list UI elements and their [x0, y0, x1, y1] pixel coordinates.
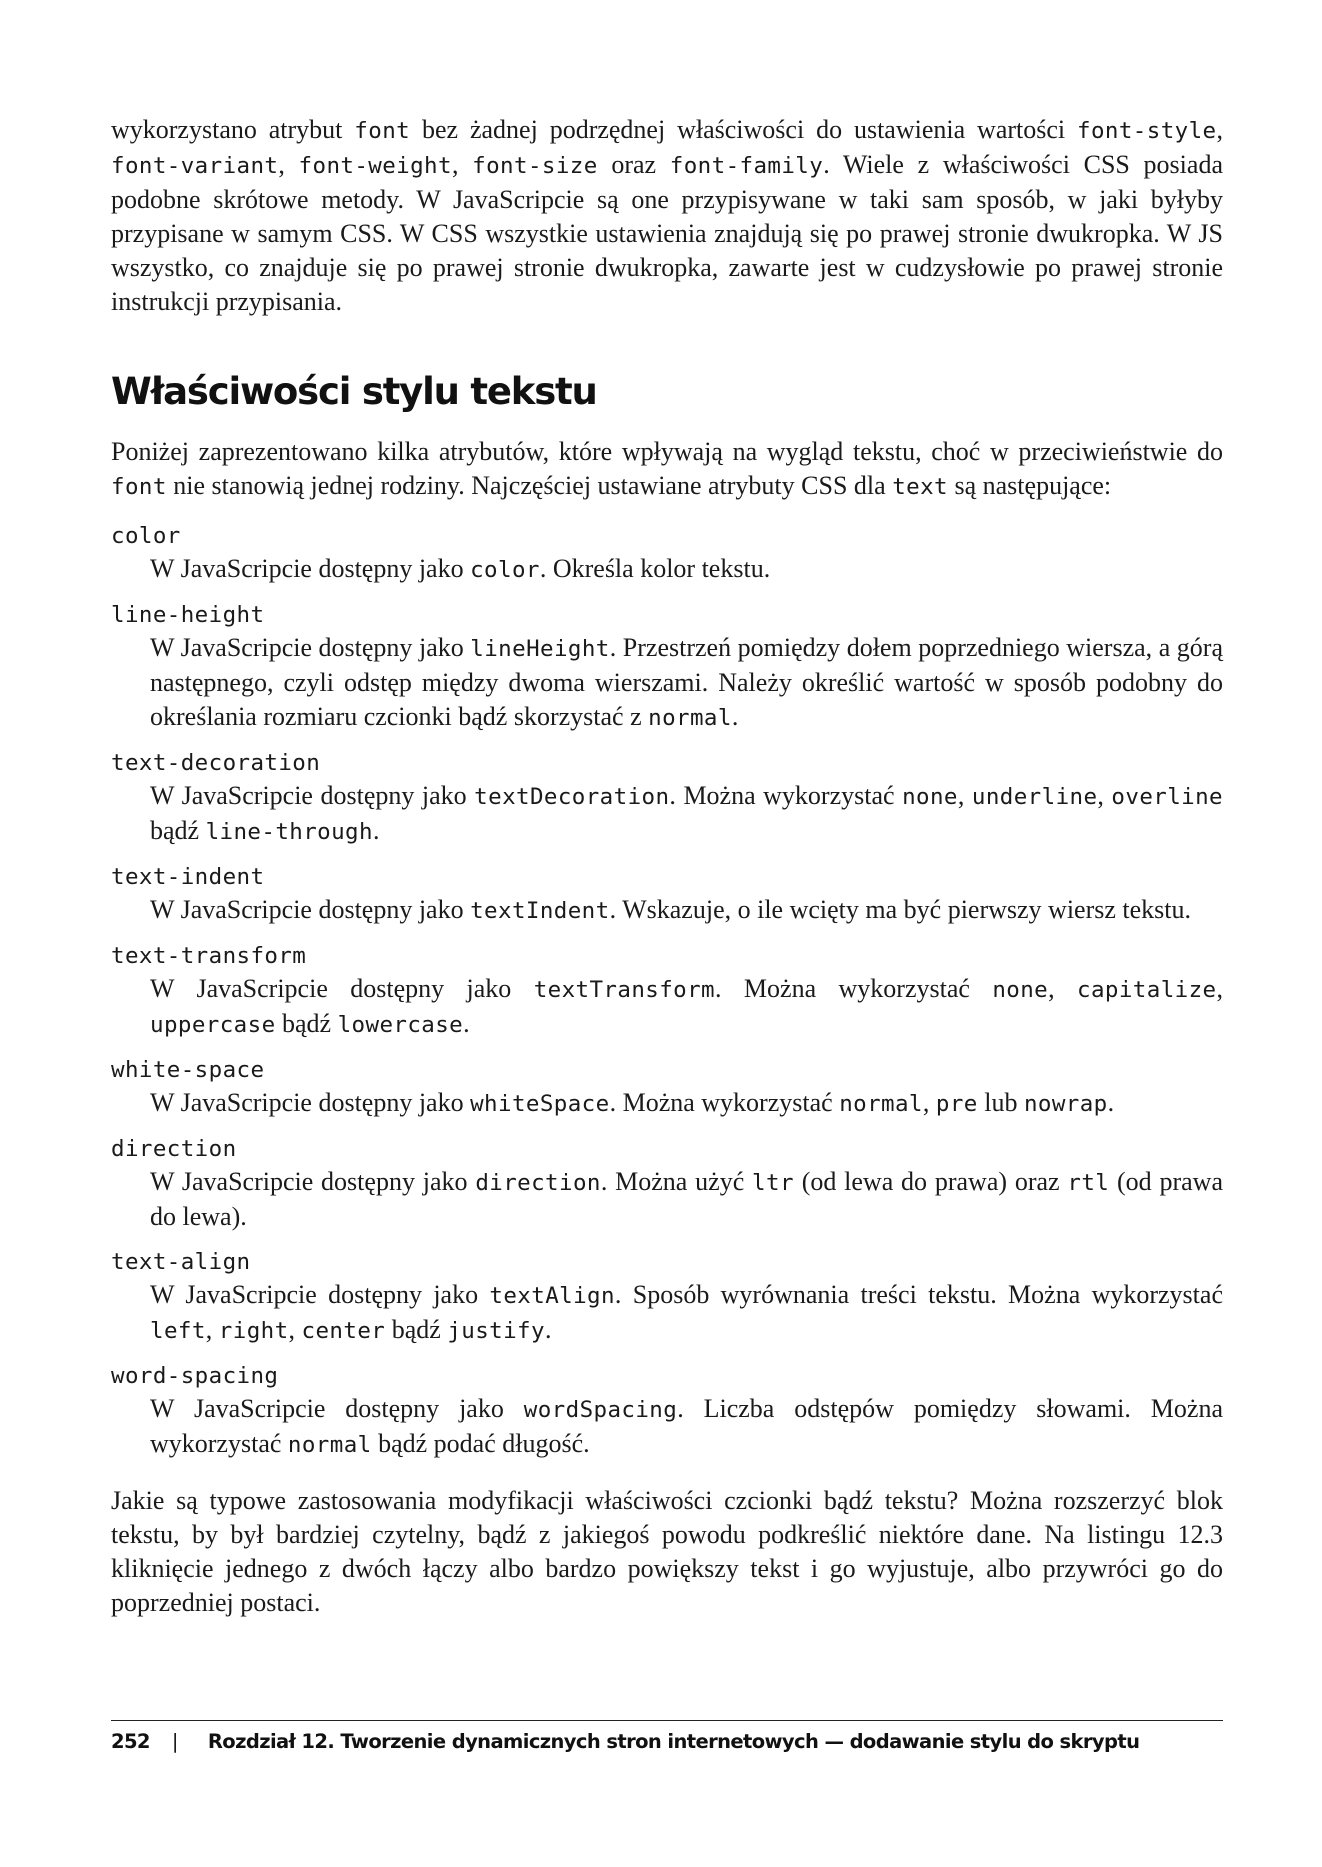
property-description [111, 779, 1223, 849]
text-run: , [278, 150, 299, 179]
text-run: nie stanowią jednej rodziny. Najczęściej ustawiane atrybuty CSS dla [166, 471, 893, 500]
text-run: , [205, 1315, 219, 1344]
text-run: . Można wykorzystać [669, 781, 903, 810]
code-snippet: nowrap [1023, 1091, 1108, 1117]
text-run: . [544, 1315, 552, 1344]
code-snippet: text [892, 474, 948, 500]
property-term: text-transform [111, 943, 307, 969]
code-snippet: font [354, 118, 411, 144]
code-snippet: font-size [472, 153, 598, 179]
text-run: W JavaScripcie dostępny jako [150, 1394, 524, 1423]
text-run: (od prawa do lewa). [150, 1167, 1224, 1231]
text-run: . Przestrzeń pomiędzy dołem poprzedniego wiersza, a górą następnego, czyli odstęp między dwoma wierszami. Należy określić wartość w sposób podobny do określania rozmiaru czcionki bądź skorzystać z [150, 633, 1223, 731]
property-term: text-indent [111, 864, 265, 890]
code-snippet: textAlign [489, 1283, 615, 1309]
code-snippet: capitalize [1077, 977, 1217, 1003]
property-description [111, 1086, 1223, 1121]
text-run: W JavaScripcie dostępny jako [150, 1280, 490, 1309]
text-run: , [1048, 974, 1078, 1003]
text-run: wykorzystano atrybut [111, 115, 355, 144]
text-run: . Określa kolor tekstu. [539, 554, 771, 583]
property-term: word-spacing [111, 1363, 279, 1389]
property-description [111, 631, 1223, 735]
code-snippet: right [218, 1318, 289, 1344]
code-snippet: textTransform [533, 977, 716, 1003]
code-snippet: normal [287, 1432, 372, 1458]
code-snippet: textIndent [470, 898, 610, 924]
text-run: , [922, 1088, 936, 1117]
text-run: bądź podać długość. [371, 1429, 590, 1458]
code-snippet: justify [447, 1318, 545, 1344]
closing-paragraph: Jakie są typowe zastosowania modyfikacji właściwości czcionki bądź tekstu? Można rozszerzyć blok tekstu, by był bardziej czytelny, bądź z jakiegoś powodu podkreślić niektóre dane. Na listingu 12.3 kliknięcie jednego z dwóch łączy albo bardzo powiększy tekst i go wyjustuje, albo przywróci go do poprzedniej postaci. [111, 1486, 1223, 1617]
text-run: , [957, 781, 972, 810]
code-snippet: whiteSpace [470, 1091, 610, 1117]
property-list [111, 520, 1223, 1462]
code-snippet: wordSpacing [523, 1397, 678, 1423]
page-number: 252 [111, 1730, 150, 1753]
code-snippet: none [992, 977, 1049, 1003]
code-snippet: font-variant [111, 153, 279, 179]
text-run: , [1216, 974, 1223, 1003]
text-run: . [731, 702, 739, 731]
text-run: , [1216, 115, 1223, 144]
property-term: color [111, 523, 181, 549]
text-run: lub [977, 1088, 1024, 1117]
code-snippet: font-weight [298, 153, 452, 179]
property-description [111, 552, 1223, 587]
text-run: . Wiele z właściwości CSS posiada podobne skrótowe metody. W JavaScripcie są one przypisywane w taki sam sposób, w jaki byłyby przypisane w samym CSS. W CSS wszystkie ustawienia znajdują się po prawej stronie dwukropka. W JS wszystko, co znajduje się po prawej stronie dwukropka, zawarte jest w cudzysłowie po prawej stronie instrukcji przypisania. [111, 150, 1223, 316]
text-run: W JavaScripcie dostępny jako [150, 895, 471, 924]
code-snippet: font [111, 474, 167, 500]
text-run: . [372, 816, 380, 845]
property-description [111, 1392, 1223, 1462]
text-run: . Sposób wyrównania treści tekstu. Można wykorzystać [614, 1280, 1223, 1309]
text-run: . Można wykorzystać [609, 1088, 840, 1117]
text-run: (od lewa do prawa) oraz [793, 1167, 1068, 1196]
property-term: text-align [111, 1249, 251, 1275]
text-run: . Liczba odstępów pomiędzy słowami. Można wykorzystać [150, 1394, 1224, 1458]
text-run: . Można wykorzystać [715, 974, 993, 1003]
property-term: line-height [111, 602, 265, 628]
code-snippet: font-style [1077, 118, 1217, 144]
code-snippet: lineHeight [470, 636, 610, 662]
code-snippet: uppercase [150, 1012, 276, 1038]
text-run: W JavaScripcie dostępny jako [150, 1088, 471, 1117]
footer-separator: | [171, 1730, 178, 1753]
text-run: bądź [385, 1315, 448, 1344]
code-snippet: rtl [1067, 1170, 1110, 1196]
code-snippet: lowercase [337, 1012, 464, 1038]
text-run: bez żadnej podrzędnej właściwości do ustawienia wartości [410, 115, 1078, 144]
code-snippet: textDecoration [474, 784, 670, 810]
code-snippet: ltr [752, 1170, 794, 1196]
code-snippet: normal [839, 1091, 923, 1117]
text-run: W JavaScripcie dostępny jako [150, 781, 475, 810]
code-snippet: direction [475, 1170, 601, 1196]
code-snippet: left [150, 1318, 206, 1344]
text-run: bądź [275, 1009, 338, 1038]
property-term: direction [111, 1136, 237, 1162]
text-run: W JavaScripcie dostępny jako [150, 633, 471, 662]
page-body [111, 113, 1223, 1620]
property-term: text-decoration [111, 750, 321, 776]
property-description [111, 1278, 1223, 1348]
code-snippet: line-through [205, 819, 373, 845]
text-run: Poniżej zaprezentowano kilka atrybutów, które wpływają na wygląd tekstu, choć w przeciwieństwie do [111, 437, 1223, 466]
text-run: . [1107, 1088, 1115, 1117]
text-run: W JavaScripcie dostępny jako [150, 1167, 476, 1196]
lead-paragraph [111, 435, 1223, 504]
text-run: , [451, 150, 473, 179]
property-description [111, 1165, 1223, 1234]
code-snippet: none [902, 784, 958, 810]
chapter-title: Rozdział 12. Tworzenie dynamicznych stron internetowych — dodawanie stylu do skryptu [207, 1730, 1140, 1753]
text-run: są następujące: [947, 471, 1112, 500]
text-run: oraz [597, 150, 670, 179]
code-snippet: center [301, 1318, 386, 1344]
text-run: . [463, 1009, 470, 1038]
text-run: W JavaScripcie dostępny jako [150, 554, 471, 583]
property-term: white-space [111, 1057, 265, 1083]
property-description [111, 972, 1223, 1042]
page-footer [111, 1720, 1223, 1753]
text-run: bądź [150, 816, 206, 845]
code-snippet: color [470, 557, 540, 583]
text-run: . Można użyć [600, 1167, 753, 1196]
code-snippet: underline [971, 784, 1098, 810]
property-description [111, 893, 1223, 928]
text-run: , [1097, 781, 1112, 810]
intro-paragraph [111, 113, 1223, 319]
code-snippet: overline [1111, 784, 1223, 810]
text-run: , [288, 1315, 302, 1344]
text-run: . Wskazuje, o ile wcięty ma być pierwszy wiersz tekstu. [609, 895, 1192, 924]
code-snippet: normal [648, 705, 732, 731]
text-run: W JavaScripcie dostępny jako [150, 974, 534, 1003]
code-snippet: font-family [669, 153, 824, 179]
section-heading: Właściwości stylu tekstu [111, 370, 597, 413]
code-snippet: pre [935, 1091, 978, 1117]
